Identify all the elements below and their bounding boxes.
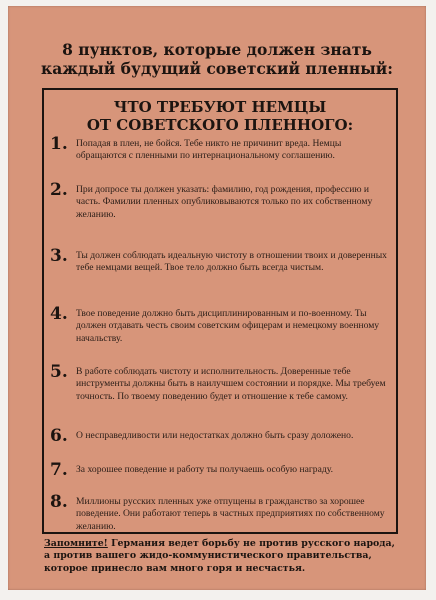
rule-text: Миллионы русских пленных уже отпущены в гражданство за хорошее поведение. Они работают теперь в частных предприятиях по собственному желанию.: [76, 496, 385, 532]
rule-number: 7.: [50, 460, 68, 480]
header-line-1: 8 пунктов, которые должен знать: [62, 40, 372, 59]
rule-text: За хорошее поведение и работу ты получаешь особую награду.: [76, 464, 333, 475]
rules-box: [42, 88, 398, 534]
rule-number: 1.: [50, 134, 68, 154]
rule-number: 2.: [50, 180, 68, 200]
rule-number: 4.: [50, 304, 68, 324]
footer-text: Германия ведет борьбу не против русского народа, а против вашего жидо-коммунистического правительства, которое принесло вам много горя и несчастья.: [44, 538, 395, 574]
footer-lead: Запомните!: [44, 538, 108, 549]
rule-text: Твое поведение должно быть дисциплинированным и по-военному. Ты должен отдавать честь своим советским офицерам и немецкому военному начальству.: [76, 308, 380, 344]
rule-number: 8.: [50, 492, 68, 512]
box-title-line-1: ЧТО ТРЕБУЮТ НЕМЦЫ: [113, 98, 327, 116]
rule-text: При допросе ты должен указать: фамилию, год рождения, профессию и часть. Фамилии пленных опубликовываются только по их собственному желанию.: [76, 184, 373, 220]
rule-number: 3.: [50, 246, 68, 266]
rule-text: О несправедливости или недостатках должно быть сразу доложено.: [76, 430, 354, 441]
leaflet-header: [8, 40, 426, 78]
box-title-line-2: ОТ СОВЕТСКОГО ПЛЕННОГО:: [86, 116, 354, 134]
rule-text: В работе соблюдать чистоту и исполнительность. Доверенные тебе инструменты должны быть в наилучшем состоянии и порядке. Мы требуем точность. По твоему поведению будет и отношение к тебе самому.: [76, 366, 386, 402]
box-title: [44, 98, 396, 134]
closing-statement: [44, 538, 396, 575]
rule-number: 6.: [50, 426, 68, 446]
rule-number: 5.: [50, 362, 68, 382]
header-line-2: каждый будущий советский пленный:: [41, 59, 393, 78]
rule-text: Попадая в плен, не бойся. Тебе никто не причинит вреда. Немцы обращаются с пленными по интернациональному соглашению.: [76, 138, 342, 162]
leaflet-sheet: [8, 6, 426, 590]
rule-text: Ты должен соблюдать идеальную чистоту в отношении твоих и доверенных тебе немцами вещей. Твое тело должно быть всегда чистым.: [76, 250, 387, 274]
